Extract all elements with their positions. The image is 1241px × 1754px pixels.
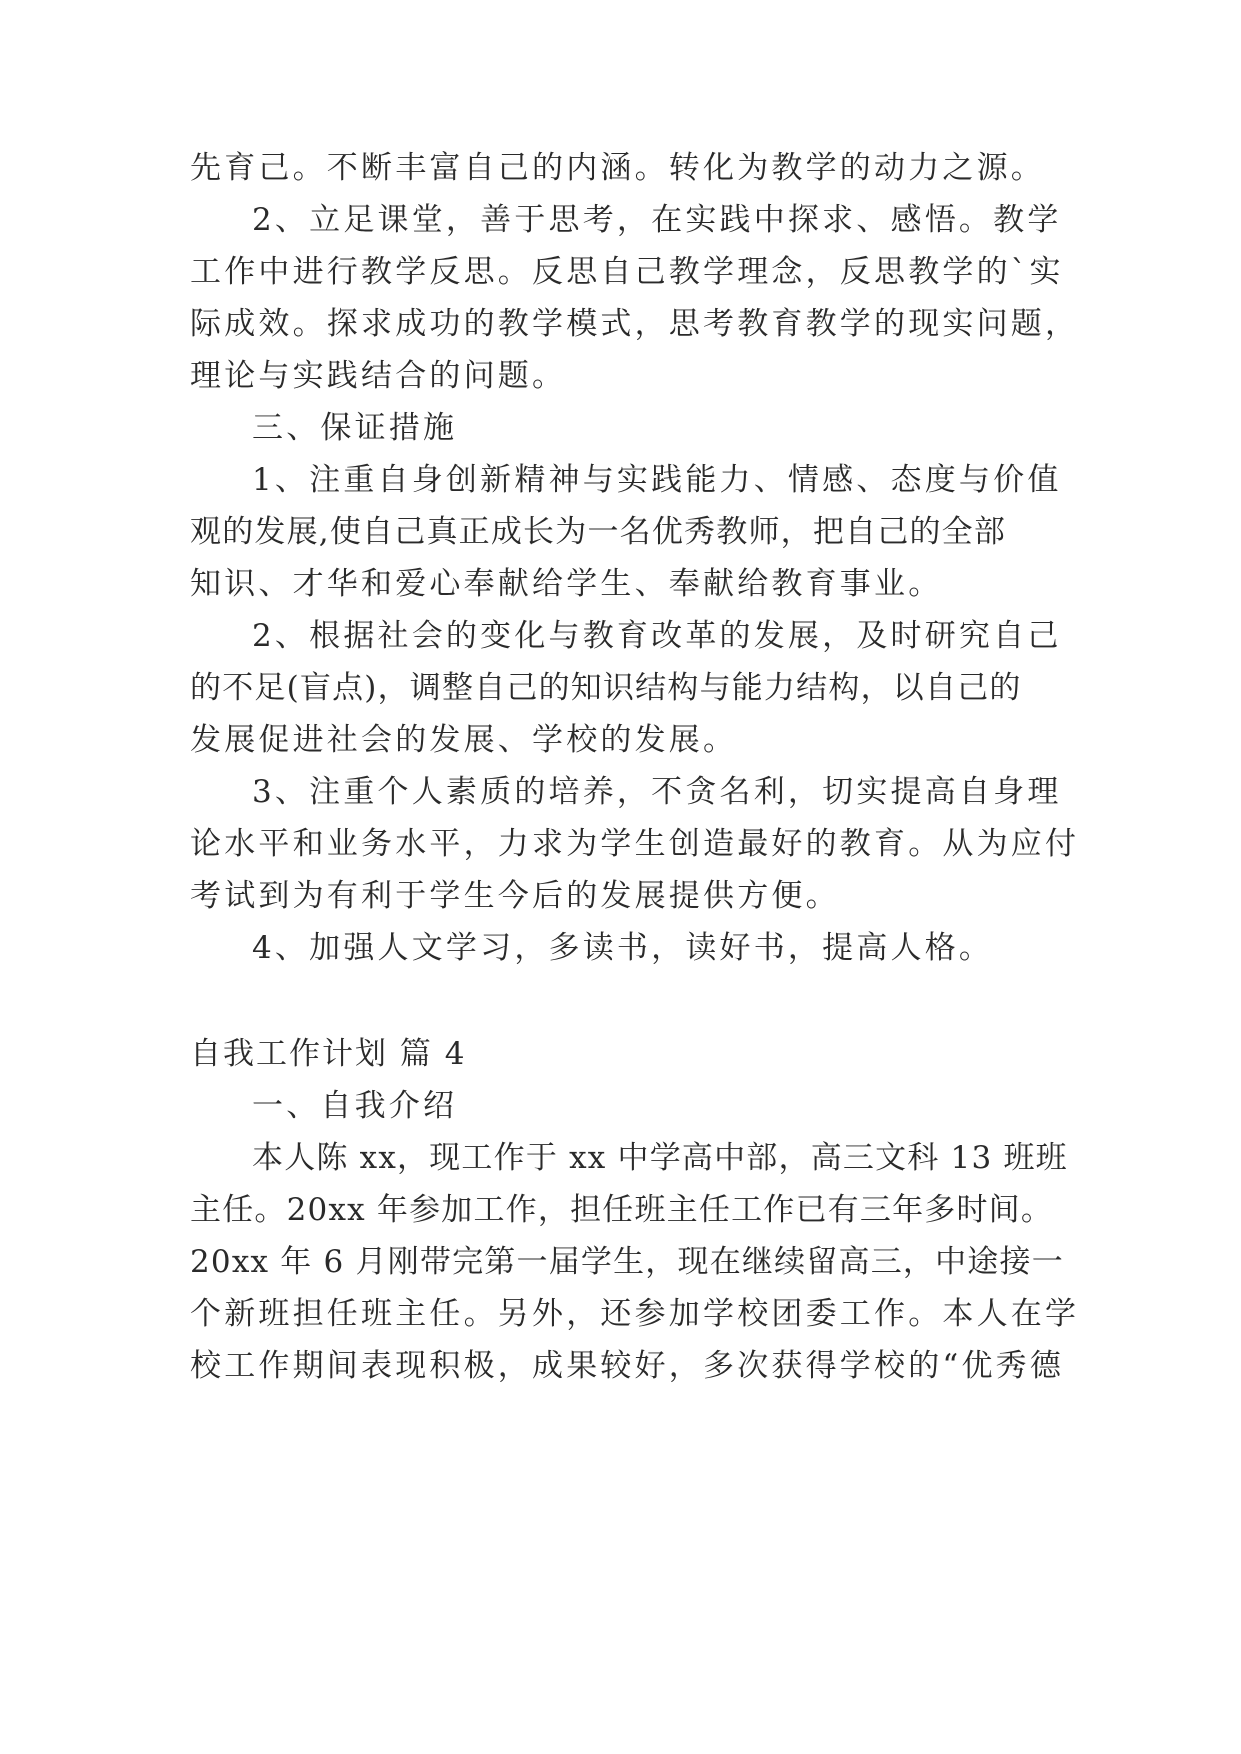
text-line: 2、立足课堂，善于思考，在实践中探求、感悟。教学 [252, 202, 1062, 238]
text-line: 3、注重个人素质的培养，不贪名利，切实提高自身理 [252, 774, 1062, 810]
document-title: 自我工作计划 篇 4 [190, 1036, 467, 1072]
text-line: 2、根据社会的变化与教育改革的发展，及时研究自己 [252, 618, 1062, 654]
text-line: 观的发展,使自己真正成长为一名优秀教师，把自己的全部 [190, 514, 1007, 550]
text-line: 本人陈 xx，现工作于 xx 中学高中部，高三文科 13 班班 [252, 1140, 1068, 1176]
text-line: 校工作期间表现积极，成果较好，多次获得学校的“优秀德 [190, 1348, 1065, 1384]
text-line: 论水平和业务水平，力求为学生创造最好的教育。从为应付 [190, 826, 1080, 862]
text-line: 理论与实践结合的问题。 [190, 358, 567, 394]
section-heading: 三、保证措施 [252, 410, 458, 446]
text-line: 际成效。探求成功的教学模式，思考教育教学的现实问题， [190, 306, 1080, 342]
section-heading: 一、自我介绍 [252, 1088, 458, 1124]
text-line: 工作中进行教学反思。反思自己教学理念，反思教学的`实 [190, 254, 1064, 290]
text-line: 主任。20xx 年参加工作，担任班主任工作已有三年多时间。 [190, 1192, 1054, 1228]
text-line: 的不足(盲点)，调整自己的知识结构与能力结构，以自己的 [190, 670, 1022, 706]
text-line: 先育己。不断丰富自己的内涵。转化为教学的动力之源。 [190, 150, 1045, 186]
text-line: 4、加强人文学习，多读书，读好书，提高人格。 [252, 930, 994, 966]
text-line: 考试到为有利于学生今后的发展提供方便。 [190, 878, 840, 914]
text-line: 知识、才华和爱心奉献给学生、奉献给教育事业。 [190, 566, 943, 602]
text-line: 1、注重自身创新精神与实践能力、情感、态度与价值 [252, 462, 1062, 498]
text-line: 个新班担任班主任。另外，还参加学校团委工作。本人在学 [190, 1296, 1080, 1332]
text-line: 发展促进社会的发展、学校的发展。 [190, 722, 738, 758]
text-line: 20xx 年 6 月刚带完第一届学生，现在继续留高三，中途接一 [190, 1244, 1064, 1280]
